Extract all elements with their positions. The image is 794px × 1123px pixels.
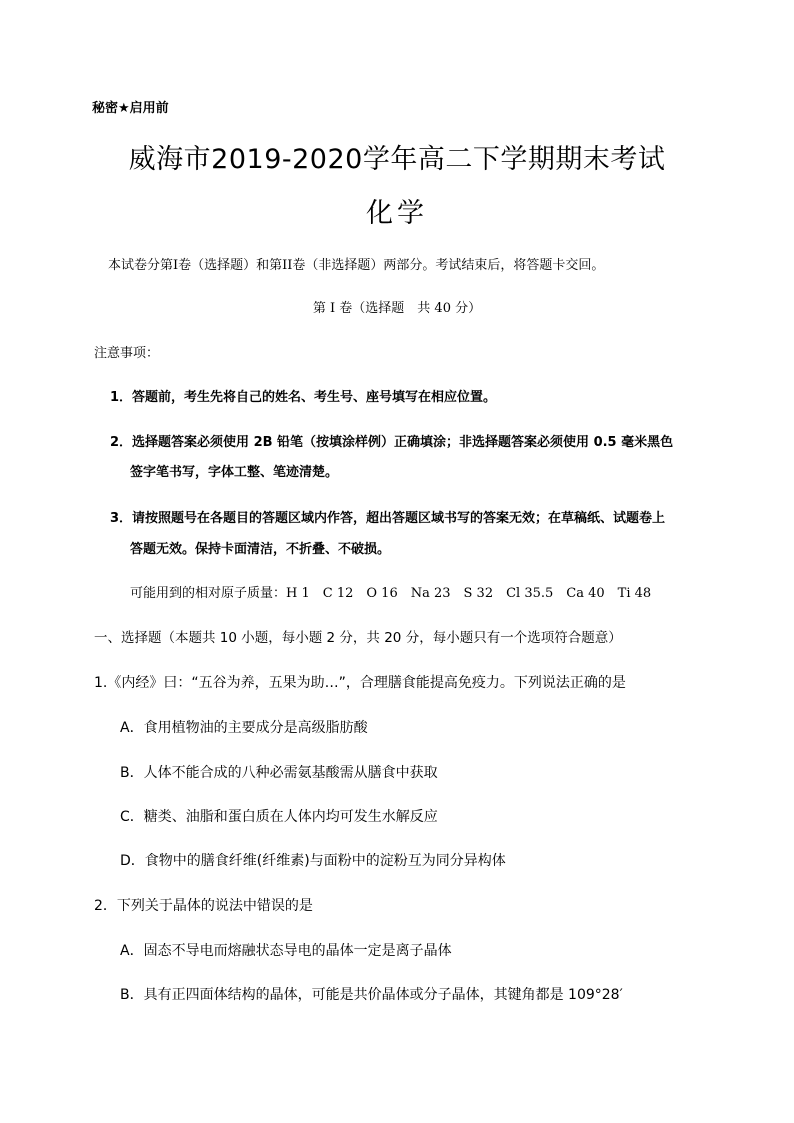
question-1-stem: 1.《内经》曰：“五谷为养，五果为助…”，合理膳食能提高免疫力。下列说法正确的是 xyxy=(94,675,626,691)
notice-title: 注意事项： xyxy=(94,346,160,361)
atomic-masses-values: H 1 C 12 O 16 Na 23 S 32 Cl 35.5 Ca 40 Ti 48 xyxy=(286,586,652,601)
atomic-masses xyxy=(130,587,651,600)
atomic-masses-label: 可能用到的相对原子质量： xyxy=(130,586,287,601)
exam-title: 威海市2019-2020学年高二下学期期末考试 xyxy=(128,144,666,175)
confidential-label: 秘密★启用前 xyxy=(92,101,169,116)
notice-item-2: 2．选择题答案必须使用 2B 铅笔（按填涂样例）正确填涂；非选择题答案必须使用 0.5 毫米黑色 xyxy=(110,435,674,450)
intro-text: 本试卷分第I卷（选择题）和第II卷（非选择题）两部分。考试结束后，将答题卡交回。 xyxy=(108,258,605,273)
question-1-option-a: A．食用植物油的主要成分是高级脂肪酸 xyxy=(120,720,368,736)
volume-heading: 第 I 卷（选择题 共 40 分） xyxy=(312,301,482,316)
question-1-option-d: D．食物中的膳食纤维(纤维素)与面粉中的淀粉互为同分异构体 xyxy=(120,853,506,869)
question-2-option-a: A．固态不导电而熔融状态导电的晶体一定是离子晶体 xyxy=(120,943,452,959)
subject-title: 化学 xyxy=(366,198,428,229)
notice-item-3: 3．请按照题号在各题目的答题区域内作答，超出答题区域书写的答案无效；在草稿纸、试题卷上 xyxy=(110,511,666,526)
notice-item-2-continued: 签字笔书写，字体工整、笔迹清楚。 xyxy=(130,465,339,480)
question-2-stem: 2．下列关于晶体的说法中错误的是 xyxy=(94,898,313,914)
question-1-option-c: C．糖类、油脂和蛋白质在人体内均可发生水解反应 xyxy=(120,809,438,825)
section-heading: 一、选择题（本题共 10 小题，每小题 2 分，共 20 分，每小题只有一个选项符合题意） xyxy=(94,630,622,646)
question-1-option-b: B．人体不能合成的八种必需氨基酸需从膳食中获取 xyxy=(120,765,438,781)
question-2-option-b: B．具有正四面体结构的晶体，可能是共价晶体或分子晶体，其键角都是 109°28′ xyxy=(120,987,623,1003)
notice-item-1: 1．答题前，考生先将自己的姓名、考生号、座号填写在相应位置。 xyxy=(110,390,497,405)
notice-item-3-continued: 答题无效。保持卡面清洁，不折叠、不破损。 xyxy=(130,542,391,557)
